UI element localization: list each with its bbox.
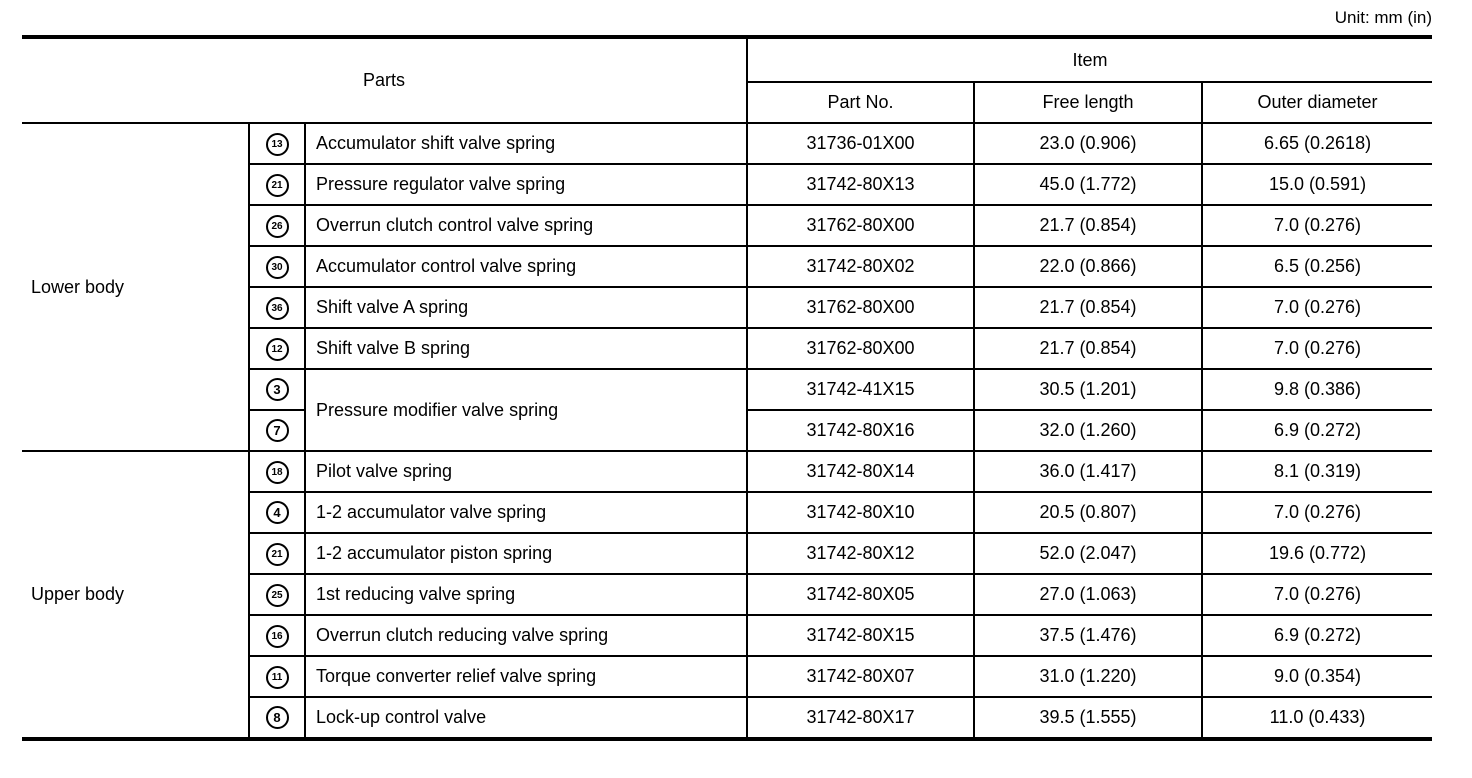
- callout-number: 16: [266, 625, 289, 648]
- outer-diameter-cell: 11.0 (0.433): [1202, 697, 1432, 739]
- free-length-cell: 37.5 (1.476): [974, 615, 1202, 656]
- outer-diameter-cell: 6.5 (0.256): [1202, 246, 1432, 287]
- free-length-cell: 30.5 (1.201): [974, 369, 1202, 410]
- callout-number: 12: [266, 338, 289, 361]
- callout-number: 21: [266, 174, 289, 197]
- callout-number: 8: [266, 706, 289, 729]
- callout-number: 25: [266, 584, 289, 607]
- part-name: Shift valve B spring: [305, 328, 747, 369]
- outer-diameter-cell: 7.0 (0.276): [1202, 492, 1432, 533]
- part-no-cell: 31742-80X17: [747, 697, 974, 739]
- part-name: Accumulator shift valve spring: [305, 123, 747, 164]
- callout-number: 4: [266, 501, 289, 524]
- outer-diameter-cell: 6.9 (0.272): [1202, 410, 1432, 451]
- part-no-cell: 31742-41X15: [747, 369, 974, 410]
- callout-number: 11: [266, 666, 289, 689]
- part-no-cell: 31742-80X15: [747, 615, 974, 656]
- free-length-cell: 23.0 (0.906): [974, 123, 1202, 164]
- outer-diameter-cell: 7.0 (0.276): [1202, 287, 1432, 328]
- part-name: 1-2 accumulator valve spring: [305, 492, 747, 533]
- free-length-cell: 21.7 (0.854): [974, 205, 1202, 246]
- part-name: 1st reducing valve spring: [305, 574, 747, 615]
- free-length-cell: 20.5 (0.807): [974, 492, 1202, 533]
- part-no-header: Part No.: [747, 82, 974, 123]
- part-no-cell: 31762-80X00: [747, 287, 974, 328]
- outer-diameter-cell: 19.6 (0.772): [1202, 533, 1432, 574]
- outer-diameter-cell: 6.65 (0.2618): [1202, 123, 1432, 164]
- outer-diameter-cell: 7.0 (0.276): [1202, 328, 1432, 369]
- part-no-cell: 31742-80X16: [747, 410, 974, 451]
- callout-number: 21: [266, 543, 289, 566]
- free-length-cell: 21.7 (0.854): [974, 328, 1202, 369]
- part-no-cell: 31742-80X13: [747, 164, 974, 205]
- free-length-cell: 52.0 (2.047): [974, 533, 1202, 574]
- outer-diameter-cell: 6.9 (0.272): [1202, 615, 1432, 656]
- part-name: Pilot valve spring: [305, 451, 747, 492]
- free-length-cell: 36.0 (1.417): [974, 451, 1202, 492]
- item-header: Item: [747, 37, 1432, 82]
- part-name: Torque converter relief valve spring: [305, 656, 747, 697]
- parts-header: Parts: [363, 70, 406, 90]
- free-length-cell: 22.0 (0.866): [974, 246, 1202, 287]
- part-no-cell: 31762-80X00: [747, 205, 974, 246]
- part-name: Accumulator control valve spring: [305, 246, 747, 287]
- part-name: Pressure modifier valve spring: [305, 369, 747, 451]
- part-name: 1-2 accumulator piston spring: [305, 533, 747, 574]
- table-row: [22, 123, 1432, 164]
- callout-number: 3: [266, 378, 289, 401]
- outer-diameter-cell: 7.0 (0.276): [1202, 205, 1432, 246]
- free-length-cell: 27.0 (1.063): [974, 574, 1202, 615]
- callout-number: 36: [266, 297, 289, 320]
- part-name: Pressure regulator valve spring: [305, 164, 747, 205]
- outer-diameter-cell: 7.0 (0.276): [1202, 574, 1432, 615]
- outer-diameter-cell: 8.1 (0.319): [1202, 451, 1432, 492]
- part-no-cell: 31742-80X10: [747, 492, 974, 533]
- outer-diameter-cell: 9.8 (0.386): [1202, 369, 1432, 410]
- part-name: Lock-up control valve: [305, 697, 747, 739]
- callout-number: 30: [266, 256, 289, 279]
- part-name: Overrun clutch reducing valve spring: [305, 615, 747, 656]
- callout-number: 26: [266, 215, 289, 238]
- free-length-cell: 32.0 (1.260): [974, 410, 1202, 451]
- outer-diameter-cell: 9.0 (0.354): [1202, 656, 1432, 697]
- free-length-cell: 45.0 (1.772): [974, 164, 1202, 205]
- callout-number: 7: [266, 419, 289, 442]
- outer-diameter-header: Outer diameter: [1202, 82, 1432, 123]
- section-lower-body: Lower body: [22, 123, 249, 451]
- part-no-cell: 31742-80X07: [747, 656, 974, 697]
- free-length-header: Free length: [974, 82, 1202, 123]
- part-no-cell: 31742-80X12: [747, 533, 974, 574]
- outer-diameter-cell: 15.0 (0.591): [1202, 164, 1432, 205]
- table-row: [22, 451, 1432, 492]
- spring-spec-table: [22, 35, 1432, 741]
- part-name: Shift valve A spring: [305, 287, 747, 328]
- part-no-cell: 31742-80X05: [747, 574, 974, 615]
- free-length-cell: 39.5 (1.555): [974, 697, 1202, 739]
- part-no-cell: 31742-80X02: [747, 246, 974, 287]
- unit-label: Unit: mm (in): [1334, 8, 1432, 27]
- free-length-cell: 31.0 (1.220): [974, 656, 1202, 697]
- free-length-cell: 21.7 (0.854): [974, 287, 1202, 328]
- callout-number: 13: [266, 133, 289, 156]
- part-no-cell: 31742-80X14: [747, 451, 974, 492]
- callout-number: 18: [266, 461, 289, 484]
- part-no-cell: 31762-80X00: [747, 328, 974, 369]
- section-upper-body: Upper body: [22, 451, 249, 739]
- part-no-cell: 31736-01X00: [747, 123, 974, 164]
- part-name: Overrun clutch control valve spring: [305, 205, 747, 246]
